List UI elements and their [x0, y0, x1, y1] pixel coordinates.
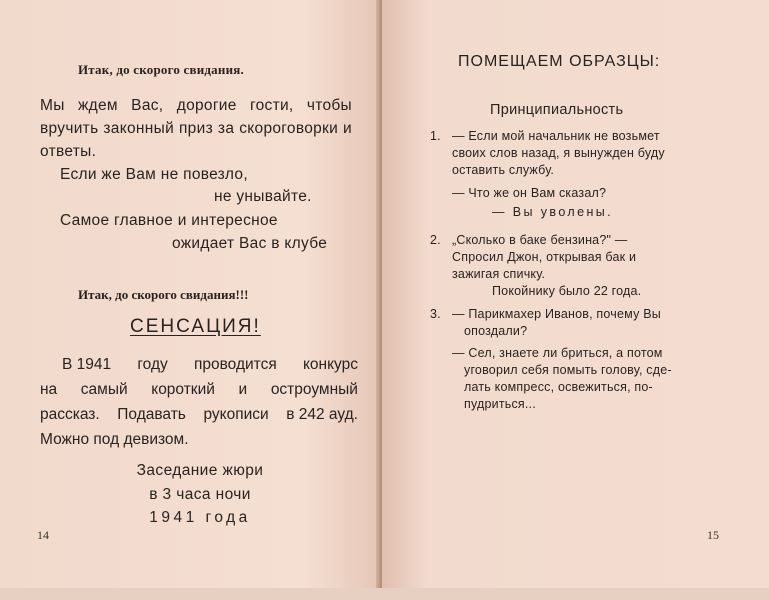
sample-line: уговорил себя помыть голову, сде-: [464, 363, 672, 377]
sample-1-reply-1: — Что же он Вам сказал?: [452, 186, 607, 200]
sample-number: 3.: [430, 307, 441, 321]
page-number-left: 14: [37, 528, 49, 542]
sensation-heading: СЕНСАЦИЯ!: [130, 316, 261, 337]
bad-luck-line-2: не унывайте.: [214, 188, 312, 205]
contest-announcement: [40, 352, 358, 452]
contest-word: Можно: [40, 431, 90, 448]
sample-line: — Парикмахер Иванов, почему Вы: [452, 307, 661, 321]
contest-word: девизом.: [123, 431, 189, 448]
sample-1-reply-2: — Вы уволены.: [492, 205, 614, 219]
jury-line-3: 1941 года: [149, 509, 251, 526]
sample-line: своих слов назад, я вынужден буду: [452, 146, 665, 160]
contest-word: конкурс: [302, 356, 358, 373]
contest-word: рассказ.: [40, 406, 100, 423]
sample-line: Спросил Джон, открывая бак и: [452, 250, 637, 264]
jury-line-2: в 3 часа ночи: [149, 486, 251, 503]
sample-3-reply: [452, 345, 732, 413]
principle-subheading: Принципиальность: [490, 102, 624, 118]
bad-luck-line-1: Если же Вам не повезло,: [60, 166, 248, 183]
contest-line-1: [40, 352, 358, 377]
sample-3: [430, 306, 730, 340]
intro-text: Итак, до скорого свидания.: [78, 62, 244, 77]
jury-line-1: Заседание жюри: [136, 462, 264, 479]
sample-line: оставить службу.: [452, 163, 555, 177]
sample-line: лать компресс, освежиться, по-: [464, 380, 653, 394]
contest-word: в 242 ауд.: [286, 406, 358, 423]
page-bottom-edge: [0, 588, 769, 600]
contest-word: году: [137, 356, 168, 373]
contest-line-3: [40, 402, 358, 427]
club-line-2: ожидает Вас в клубе: [172, 235, 328, 252]
samples-heading: ПОМЕЩАЕМ ОБРАЗЦЫ:: [458, 53, 661, 70]
sample-1: [430, 128, 730, 179]
sample-line: — Сел, знаете ли бриться, а потом: [452, 346, 663, 360]
intro-text-2: Итак, до скорого свидания!!!: [78, 287, 249, 302]
page-number-right: 15: [707, 528, 719, 542]
sample-line: опоздали?: [464, 324, 528, 338]
sample-line: зажигая спичку.: [452, 267, 546, 281]
left-page: [0, 0, 380, 588]
contest-word: под: [93, 431, 120, 448]
sample-number: 1.: [430, 129, 441, 143]
sample-2-punchline: Покойнику было 22 года.: [492, 284, 642, 298]
contest-word: и: [238, 381, 248, 398]
sample-line: „Сколько в баке бензина?" —: [452, 233, 628, 247]
contest-word: Подавать: [117, 406, 186, 423]
sample-2: [430, 232, 730, 283]
contest-word: рукописи: [203, 406, 269, 423]
contest-line-2: [40, 377, 358, 402]
contest-word: проводится: [193, 356, 277, 373]
contest-word: остроумный: [270, 381, 358, 398]
sample-line: — Если мой начальник не возьмет: [452, 129, 660, 143]
contest-word: В 1941: [62, 356, 112, 373]
contest-word: короткий: [151, 381, 215, 398]
club-line-1: Самое главное и интересное: [60, 212, 278, 229]
right-page: [382, 0, 769, 588]
sample-line: пудриться...: [464, 397, 536, 411]
contest-word: самый: [80, 381, 128, 398]
sample-number: 2.: [430, 233, 441, 247]
greeting-paragraph: Мы ждем Вас, дорогие гости, чтобы вручить законный приз за скороговорки и ответы.: [40, 97, 352, 160]
contest-line-4: [40, 427, 358, 452]
contest-word: на: [40, 381, 58, 398]
